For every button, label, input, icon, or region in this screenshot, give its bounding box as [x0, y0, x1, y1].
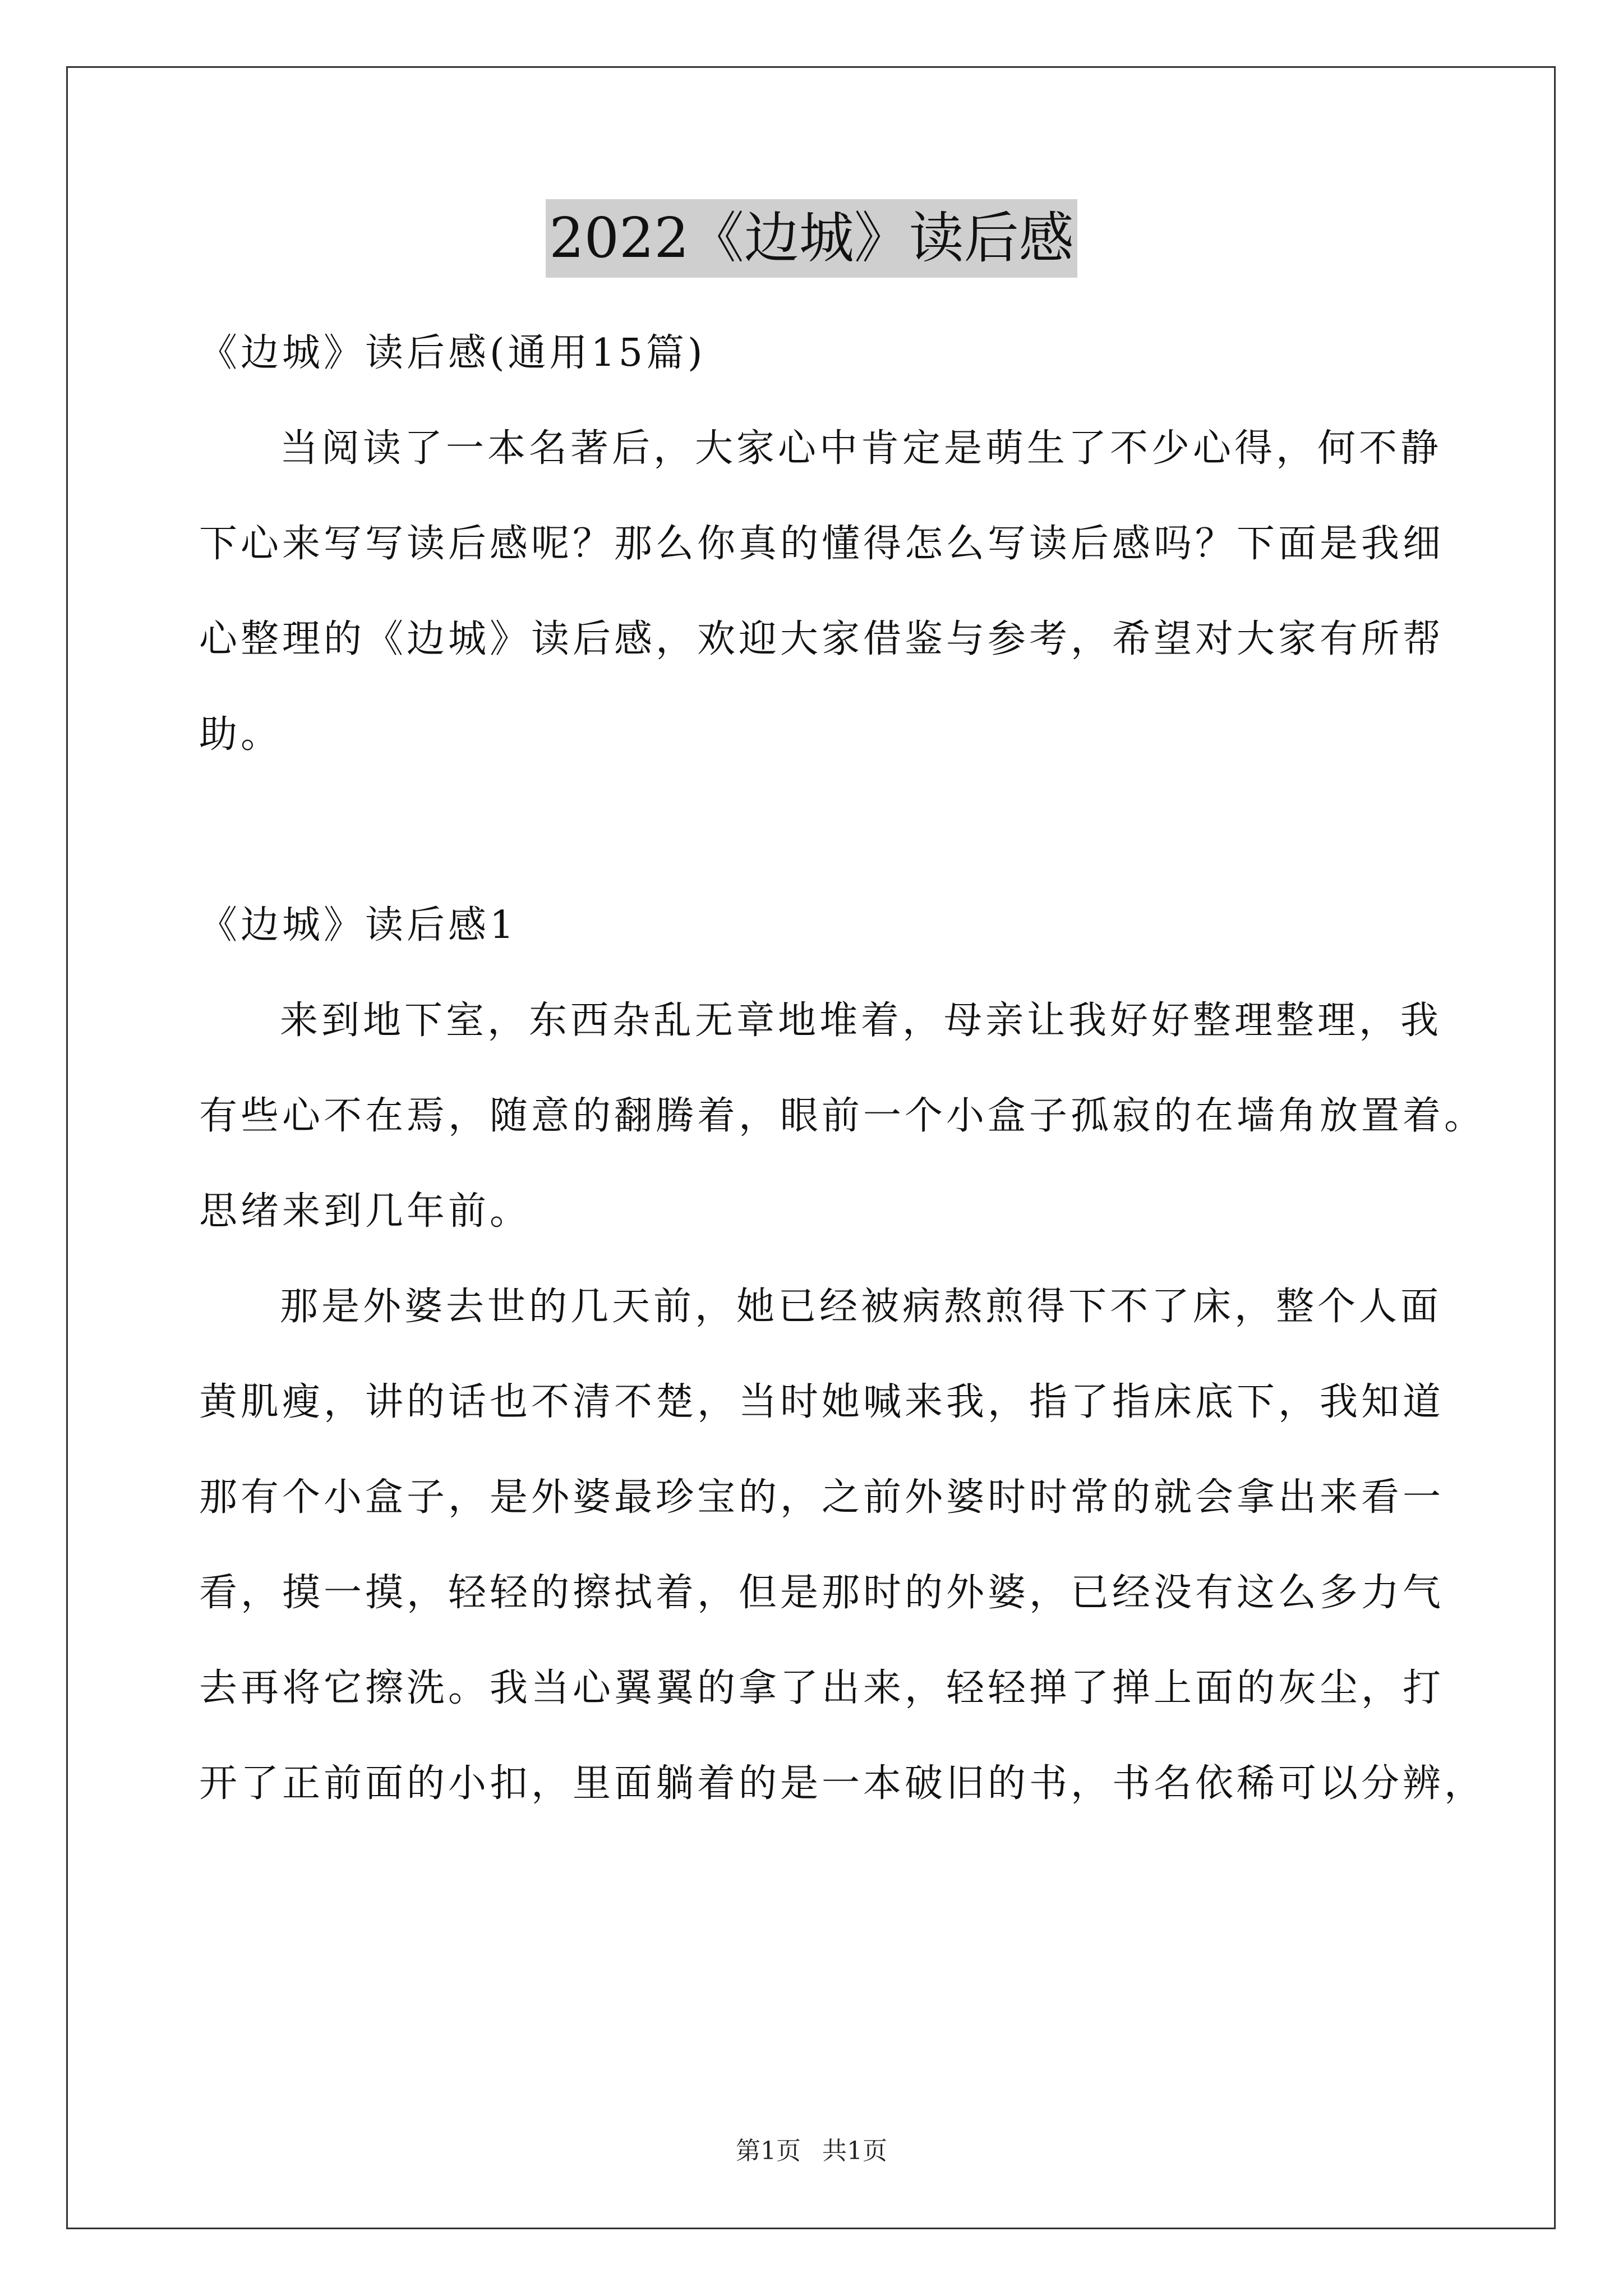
paragraph-2: [199, 1259, 1486, 1832]
text-line: 去再将它擦洗。我当心翼翼的拿了出来，轻轻掸了掸上面的灰尘，打: [199, 1666, 1445, 1710]
paragraph-1: [199, 973, 1486, 1259]
text-line: 有些心不在焉，随意的翻腾着，眼前一个小盒子孤寂的在墙角放置着。: [199, 1094, 1486, 1138]
text-line: 黄肌瘦，讲的话也不清不楚，当时她喊来我，指了指床底下，我知道: [199, 1380, 1445, 1424]
page-number-current: 第1页: [736, 2137, 801, 2165]
page-number-total: 共1页: [822, 2137, 887, 2165]
page-footer: [0, 2134, 1623, 2168]
text-line: 来到地下室，东西杂乱无章地堆着，母亲让我好好整理整理，我: [280, 999, 1442, 1043]
document-body: [199, 306, 1486, 1832]
document-subtitle: 《边城》读后感(通用15篇): [199, 331, 706, 375]
text-line: 那是外婆去世的几天前，她已经被病熬煎得下不了床，整个人面: [280, 1285, 1442, 1329]
text-line: 开了正前面的小扣，里面躺着的是一本破旧的书，书名依稀可以分辨，: [199, 1761, 1486, 1806]
text-line: 助。: [199, 712, 283, 757]
document-title: 2022《边城》读后感: [546, 199, 1077, 278]
section-heading: 《边城》读后感1: [199, 903, 518, 947]
text-line: 看，摸一摸，轻轻的擦拭着，但是那时的外婆，已经没有这么多力气: [199, 1571, 1445, 1615]
intro-paragraph: [199, 401, 1445, 783]
title-container: [0, 199, 1623, 278]
spacer: [199, 783, 1433, 878]
text-line: 当阅读了一本名著后，大家心中肯定是萌生了不少心得，何不静: [280, 426, 1442, 471]
text-line: 下心来写写读后感呢？那么你真的懂得怎么写读后感吗？下面是我细: [199, 522, 1445, 566]
text-line: 思绪来到几年前。: [199, 1189, 532, 1234]
text-line: 心整理的《边城》读后感，欢迎大家借鉴与参考，希望对大家有所帮: [199, 617, 1445, 661]
text-line: 那有个小盒子，是外婆最珍宝的，之前外婆时时常的就会拿出来看一: [199, 1475, 1445, 1520]
